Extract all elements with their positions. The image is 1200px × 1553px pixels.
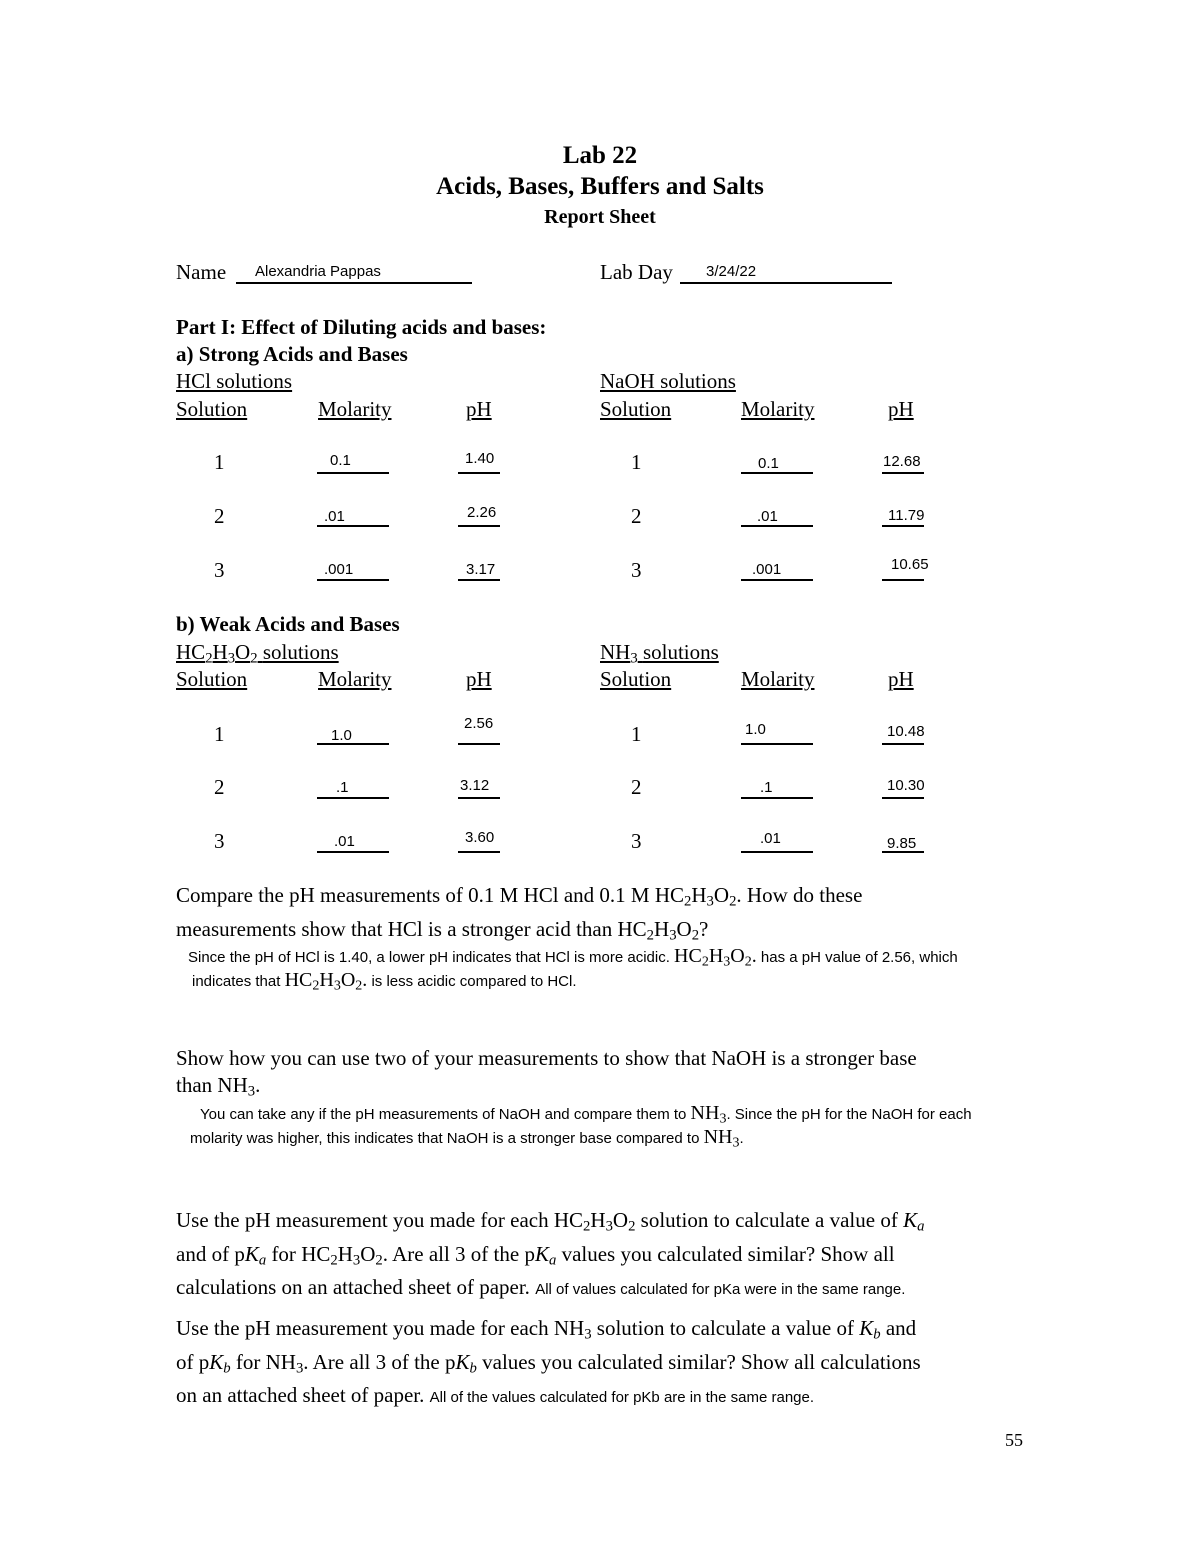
ammonia-row1-solution: 1 [631,722,642,746]
ka-symbol: K [903,1208,918,1232]
hcl-row1-ph-line [458,472,500,474]
naoh-row3-ph-line [882,579,924,581]
col-ph: pH [888,667,914,691]
answer-2-line-1[interactable]: You can take any if the pH measurements of NaOH and compare them to $NH_3$. Since the pH for the NaOH for each [200,1102,972,1127]
ammonia-row2-ph-line [882,797,924,799]
hcl-row1-solution: 1 [214,450,225,474]
ammonia-row1-ph-line [882,743,924,745]
acetic-row3-solution: 3 [214,829,225,853]
question-3-text-a: Use the pH measurement you made for each [176,1208,549,1232]
labday-label: Lab Day [600,260,673,284]
question-2-text-b: than [176,1073,213,1097]
naoh-row2-ph[interactable]: 11.79 [888,507,925,524]
strong-heading: a) Strong Acids and Bases [176,342,408,366]
ammonia-row1-molarity[interactable]: 1.0 [745,721,766,738]
acetic-row1-molarity-line [317,743,389,745]
naoh-row1-molarity-line [741,472,813,474]
acetic-row2-molarity[interactable]: .1 [336,779,349,796]
question-1-text-a: Compare the pH measurements of 0.1 M HCl and 0.1 M [176,883,650,907]
naoh-row1-ph-line [882,472,924,474]
ammonia-row1-molarity-line [741,743,813,745]
acetic-row3-ph[interactable]: 3.60 [465,829,495,846]
acetic-row1-ph-line [458,743,500,745]
ammonia-row2-molarity[interactable]: .1 [760,779,773,796]
kb-symbol: K [859,1316,874,1340]
ammonia-row3-solution: 3 [631,829,642,853]
answer-1-line-2[interactable]: indicates that $HC_2H_3O_2$. is less acidic compared to HCl. [192,969,577,994]
ammonia-row2-molarity-line [741,797,813,799]
ammonia-row2-ph[interactable]: 10.30 [887,777,925,794]
question-4-text-c: and [885,1316,917,1340]
naoh-row3-molarity-line [741,579,813,581]
naoh-row3-solution: 3 [631,558,642,582]
weak-heading: b) Weak Acids and Bases [176,612,400,636]
acetic-row2-ph[interactable]: 3.12 [460,777,490,794]
acetic-row2-ph-line [458,797,500,799]
ka-subscript: a [917,1218,925,1235]
question-2-text-a: Show how you can use two of your measurements to show that NaOH is a stronger base [176,1046,917,1070]
acetic-row1-solution: 1 [214,722,225,746]
answer-1-line-1[interactable]: Since the pH of HCl is 1.40, a lower pH indicates that HCl is more acidic. $HC_2H_3O_2$. has a pH value of 2.56, which [188,945,958,970]
naoh-row2-molarity-line [741,525,813,527]
hcl-row3-ph[interactable]: 3.17 [466,561,496,578]
answer-1-text-a: Since the pH of HCl is 1.40, a lower pH indicates that HCl is more acidic. [188,949,670,966]
kb-subscript: b [223,1360,231,1377]
question-3-text-c: and of p [176,1241,245,1266]
ammonia-row3-molarity-line [741,851,813,853]
question-3: Use the pH measurement you made for each $HC_2H_3O_2$ solution to calculate a value of $K_a$ and of $pK_a$ for $HC_2H_3O_2$. Are all 3 of the $pK_a$ values you calculated similar? Show all calculations on an attached sheet of paper. All of values calculated for pKa were in the same range. [176,1208,925,1300]
ammonia-solutions-label: $NH_3$ solutions [600,640,719,667]
name-label: Name [176,260,227,284]
question-4-text-e: for [235,1349,261,1374]
naoh-row3-ph[interactable]: 10.65 [891,556,929,573]
question-1-text-c: measurements show that HCl is a stronger acid than [176,916,613,941]
answer-1-text-c: indicates that [192,973,281,990]
page-number: 55 [1005,1430,1023,1450]
acetic-row1-ph[interactable]: 2.56 [464,715,494,732]
col-solution: Solution [176,667,248,691]
col-molarity: Molarity [741,667,815,691]
question-3-text-e: . Are all 3 of the p [382,1241,535,1266]
naoh-row1-ph[interactable]: 12.68 [883,453,921,470]
naoh-solutions-label: NaOH solutions [600,369,736,393]
hcl-row3-molarity-line [317,579,389,581]
naoh-row3-molarity[interactable]: .001 [752,561,782,578]
ammonia-solutions-suffix: solutions [642,640,719,664]
ka-subscript: a [548,1252,557,1269]
hcl-row2-solution: 2 [214,504,225,528]
answer-1-text-d: is less acidic compared to HCl. [371,973,577,990]
labday-value[interactable]: 3/24/22 [706,263,757,280]
answer-2-text-a: You can take any if the pH measurements of NaOH and compare them to [200,1106,687,1123]
col-ph: pH [888,397,914,421]
hcl-row3-molarity[interactable]: .001 [324,561,354,578]
hcl-row2-ph-line [458,525,500,527]
acetic-row2-molarity-line [317,797,389,799]
lab-title: Lab 22 [562,142,638,169]
ammonia-row2-solution: 2 [631,775,642,799]
ka-symbol: K [244,1241,259,1266]
kb-subscript: b [469,1360,477,1377]
hcl-row1-molarity-line [317,472,389,474]
question-3-text-g: calculations on an attached sheet of paper. [176,1275,530,1300]
col-molarity: Molarity [741,397,815,421]
name-line [236,282,472,284]
hcl-row3-ph-line [458,579,500,581]
question-1-text-b: . How do these [736,883,863,907]
col-ph: pH [466,397,492,421]
hcl-row1-ph[interactable]: 1.40 [465,450,495,467]
answer-3[interactable]: All of values calculated for pKa were in the same range. [535,1281,906,1299]
lab-subject: Acids, Bases, Buffers and Salts [436,173,764,200]
ka-symbol: K [534,1241,549,1266]
ammonia-row1-ph[interactable]: 10.48 [887,723,925,740]
report-sheet-title: Report Sheet [544,206,656,228]
question-2: Show how you can use two of your measurements to show that NaOH is a stronger base than $NH_3$. [176,1046,917,1100]
part1-heading: Part I: Effect of Diluting acids and bases: [176,315,547,339]
question-4-text-f: . Are all 3 of the p [303,1349,456,1374]
kb-symbol: K [209,1349,224,1374]
acetic-row1-molarity[interactable]: 1.0 [331,727,352,744]
question-4-text-h: on an attached sheet of paper. [176,1383,425,1408]
acetic-row2-solution: 2 [214,775,225,799]
question-1-text-d: ? [699,916,709,941]
naoh-row2-ph-line [882,525,924,527]
hcl-row2-molarity-line [317,525,389,527]
acetic-solutions-suffix: solutions [262,640,339,664]
question-4: Use the pH measurement you made for each $NH_3$ solution to calculate a value of $K_b$ and of $pK_b$ for $NH_3$. Are all 3 of the $pK_b$ values you calculated similar? Show all calculations on an attached sheet of paper. All of the values calculated for pKb are in the same range. [176,1316,921,1408]
col-solution: Solution [600,667,672,691]
naoh-row1-molarity[interactable]: 0.1 [758,455,779,472]
answer-2-text-b: . Since the pH for the NaOH for each [726,1106,972,1123]
hcl-row1-molarity[interactable]: 0.1 [330,452,351,469]
col-molarity: Molarity [318,397,392,421]
acetic-row3-molarity-line [317,851,389,853]
name-value[interactable]: Alexandria Pappas [255,263,381,280]
col-solution: Solution [176,397,248,421]
answer-4[interactable]: All of the values calculated for pKb are in the same range. [429,1389,815,1407]
ka-subscript: a [258,1252,267,1269]
col-solution: Solution [600,397,672,421]
hcl-solutions-label: HCl solutions [176,369,293,393]
question-3-text-d: for [271,1241,296,1266]
col-molarity: Molarity [318,667,392,691]
acetic-row3-molarity[interactable]: .01 [334,833,355,850]
naoh-row1-solution: 1 [631,450,642,474]
question-3-text-f: values you calculated similar? Show all [561,1241,895,1266]
question-4-text-b: solution to calculate a value of [596,1316,854,1340]
labday-line [680,282,892,284]
kb-subscript: b [873,1326,881,1343]
answer-2-line-2[interactable]: molarity was higher, this indicates that NaOH is a stronger base compared to $NH_3$. [190,1126,744,1151]
question-1: Compare the pH measurements of 0.1 M HCl and 0.1 M $HC_2H_3O_2$. How do these measurements show that HCl is a stronger acid than $HC_2H_3O_2$? [176,883,863,944]
answer-2-text-c: molarity was higher, this indicates that NaOH is a stronger base compared to [190,1130,700,1147]
question-4-text-a: Use the pH measurement you made for each [176,1316,549,1340]
col-ph: pH [466,667,492,691]
ammonia-row3-ph[interactable]: 9.85 [887,835,917,852]
naoh-row2-molarity[interactable]: .01 [757,508,778,525]
question-4-text-d: of p [176,1349,210,1374]
acetic-solutions-label: $HC_2H_3O_2$ solutions [176,640,339,667]
answer-1-text-b: has a pH value of 2.56, which [760,949,958,966]
question-3-text-b: solution to calculate a value of [640,1208,898,1232]
kb-symbol: K [455,1349,470,1374]
hcl-row2-ph[interactable]: 2.26 [467,504,497,521]
hcl-row3-solution: 3 [214,558,225,582]
question-4-text-g: values you calculated similar? Show all calculations [482,1349,921,1374]
ammonia-row3-molarity[interactable]: .01 [760,830,781,847]
naoh-row2-solution: 2 [631,504,642,528]
acetic-row3-ph-line [458,851,500,853]
hcl-row2-molarity[interactable]: .01 [324,508,345,525]
